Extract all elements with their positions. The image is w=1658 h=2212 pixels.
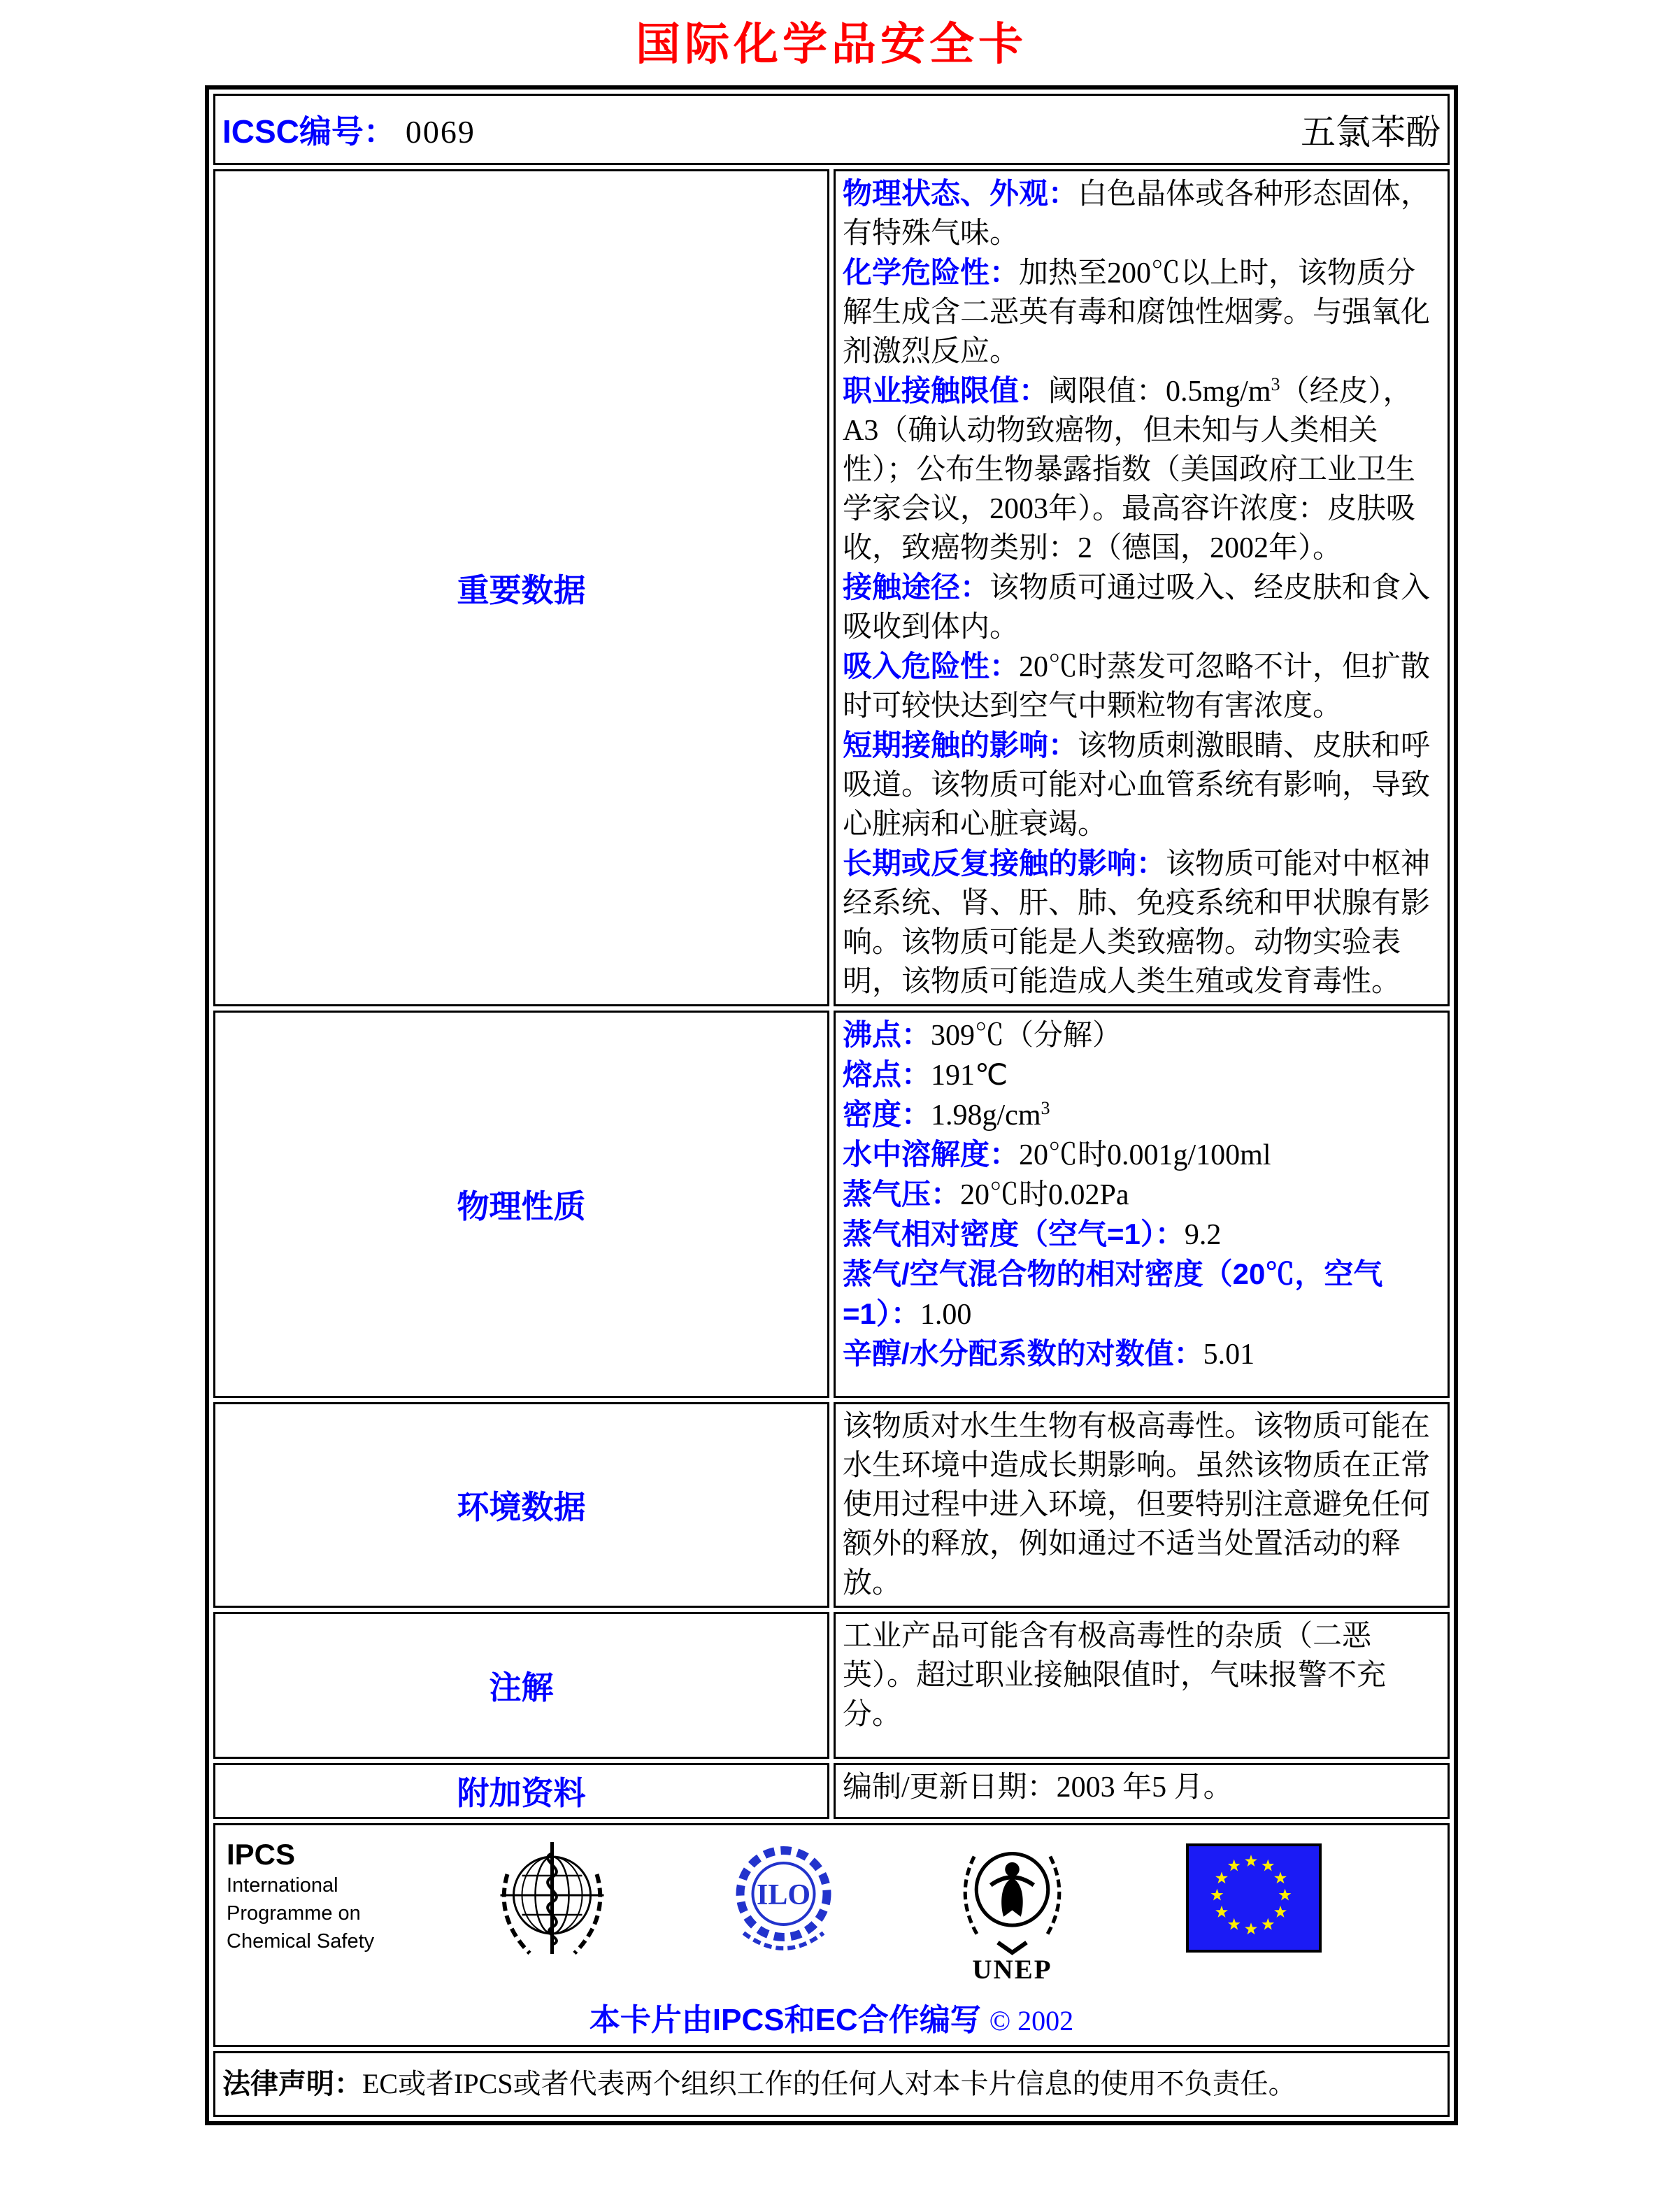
ipcs-line-2: Programme on [227,1902,361,1925]
field-label: 沸点： [843,1018,931,1051]
notes-content: 工业产品可能含有极高毒性的杂质（二恶英）。超过职业接触限值时，气味报警不充分。 [834,1612,1450,1759]
field-line [843,1175,1441,1215]
legal-row-cell [213,2051,1450,2117]
field-text: 1.00 [920,1299,972,1331]
footer-caption-text: 本卡片由IPCS和EC合作编写 [589,2003,981,2037]
who-logo-icon [494,1838,610,1967]
field-text: 加热至200℃以上时，该物质分解生成含二恶英有毒和腐蚀性烟雾。与强氧化剂激烈反应。 [843,257,1431,368]
field-label: 熔点： [843,1058,931,1091]
ipcs-name: IPCS [227,1838,296,1871]
footer-caption [222,1995,1441,2039]
field-label: 蒸气压： [843,1178,961,1211]
ilo-letters: ILO [757,1879,811,1911]
icsc-table [205,85,1458,2125]
ipcs-line-3: Chemical Safety [227,1930,375,1953]
field-superscript: 3 [1271,374,1280,394]
field-text: 该物质可通过吸入、经皮肤和食入吸收到体内。 [843,572,1431,643]
icsc-number-label: ICSC编号： [222,113,396,150]
field-text: 白色晶体或各种形态固体，有特殊气味。 [843,178,1431,250]
footer-copyright: © 2002 [989,2005,1074,2036]
field-text: 20℃时0.001g/100ml [1019,1139,1271,1171]
section-label-notes: 注解 [213,1612,829,1759]
field-label: 短期接触的影响： [843,729,1078,762]
field-line [843,174,1441,253]
field-label: 辛醇/水分配系数的对数值： [843,1337,1203,1370]
field-line [843,844,1441,1001]
logos-row-cell [213,1823,1450,2047]
important-data-content [834,169,1450,1006]
icsc-number-group [222,106,476,152]
field-line [843,1334,1441,1374]
additional-info-content: 编制/更新日期：2003 年5 月。 [834,1763,1450,1819]
field-text: 该物质刺激眼睛、皮肤和呼吸道。该物质可能对心血管系统有影响，导致心脏病和心脏衰竭。 [843,730,1431,841]
header-row-cell [213,94,1450,165]
field-text: 5.01 [1203,1339,1255,1371]
environmental-data-content: 该物质对水生生物有极高毒性。该物质可能在水生环境中造成长期影响。虽然该物质在正常使用过程中进入环境，但要特别注意避免任何额外的释放，例如通过不适当处置活动的释放。 [834,1402,1450,1608]
ipcs-line-1: International [227,1874,338,1897]
legal-notice-label: 法律声明： [222,2069,362,2099]
field-label: 密度： [843,1098,931,1131]
field-line [843,647,1441,726]
field-label: 蒸气相对密度（空气=1）： [843,1218,1185,1250]
icsc-card [205,85,1458,2125]
field-line [843,726,1441,844]
field-label: 蒸气/空气混合物的相对密度（20℃，空气=1）： [843,1257,1383,1330]
section-label-environmental-data: 环境数据 [213,1402,829,1608]
section-label-physical-properties: 物理性质 [213,1011,829,1398]
field-text: 20℃时蒸发可忽略不计，但扩散时可较快达到空气中颗粒物有害浓度。 [843,651,1431,722]
page-title: 国际化学品安全卡 [636,20,1027,69]
field-text: 9.2 [1184,1219,1222,1251]
unep-letters: UNEP [971,1954,1052,1981]
field-text: 309℃（分解） [931,1020,1122,1052]
ilo-logo-icon [729,1838,838,1967]
field-label: 物理状态、外观： [843,177,1078,210]
icsc-number-value: 0069 [405,114,476,150]
field-line [843,1055,1441,1095]
section-label-important-data: 重要数据 [213,169,829,1006]
chemical-name: 五氯苯酚 [1301,113,1441,152]
field-superscript: 3 [1041,1098,1050,1118]
field-text: 20℃时0.02Pa [960,1179,1129,1211]
field-text: （经皮），A3（确认动物致癌物，但未知与人类相关性）；公布生物暴露指数（美国政府工业卫生学家会议，2003年）。最高容许浓度：皮肤吸收，致癌物类别：2（德国，2002年）。 [843,376,1416,564]
field-label: 职业接触限值： [843,374,1049,407]
field-label: 化学危险性： [843,256,1020,289]
field-text: 191℃ [931,1059,1008,1092]
legal-notice-text: EC或者IPCS或者代表两个组织工作的任何人对本卡片信息的使用不负责任。 [362,2068,1296,2099]
field-text: 阈限值：0.5mg/m [1048,376,1271,408]
field-text: 该物质可能对中枢神经系统、肾、肝、肺、免疫系统和甲状腺有影响。该物质可能是人类致癌物。动物实验表明，该物质可能造成人类生殖或发育毒性。 [843,848,1431,998]
field-line [843,1135,1441,1175]
field-line [843,1095,1441,1135]
field-line [843,1215,1441,1255]
physical-properties-content [834,1011,1450,1398]
field-label: 长期或反复接触的影响： [843,847,1166,880]
section-label-additional-info: 附加资料 [213,1763,829,1819]
field-line [843,1015,1441,1055]
field-label: 水中溶解度： [843,1138,1020,1171]
field-line [843,1255,1441,1334]
field-line [843,253,1441,371]
eu-flag-icon [1186,1843,1322,1953]
ipcs-text-block [227,1838,374,1955]
field-text: 1.98g/cm [931,1099,1041,1132]
unep-logo-icon [958,1838,1066,1985]
field-line [843,568,1441,647]
field-label: 吸入危险性： [843,650,1020,683]
field-line [843,371,1441,568]
field-label: 接触途径： [843,571,990,604]
